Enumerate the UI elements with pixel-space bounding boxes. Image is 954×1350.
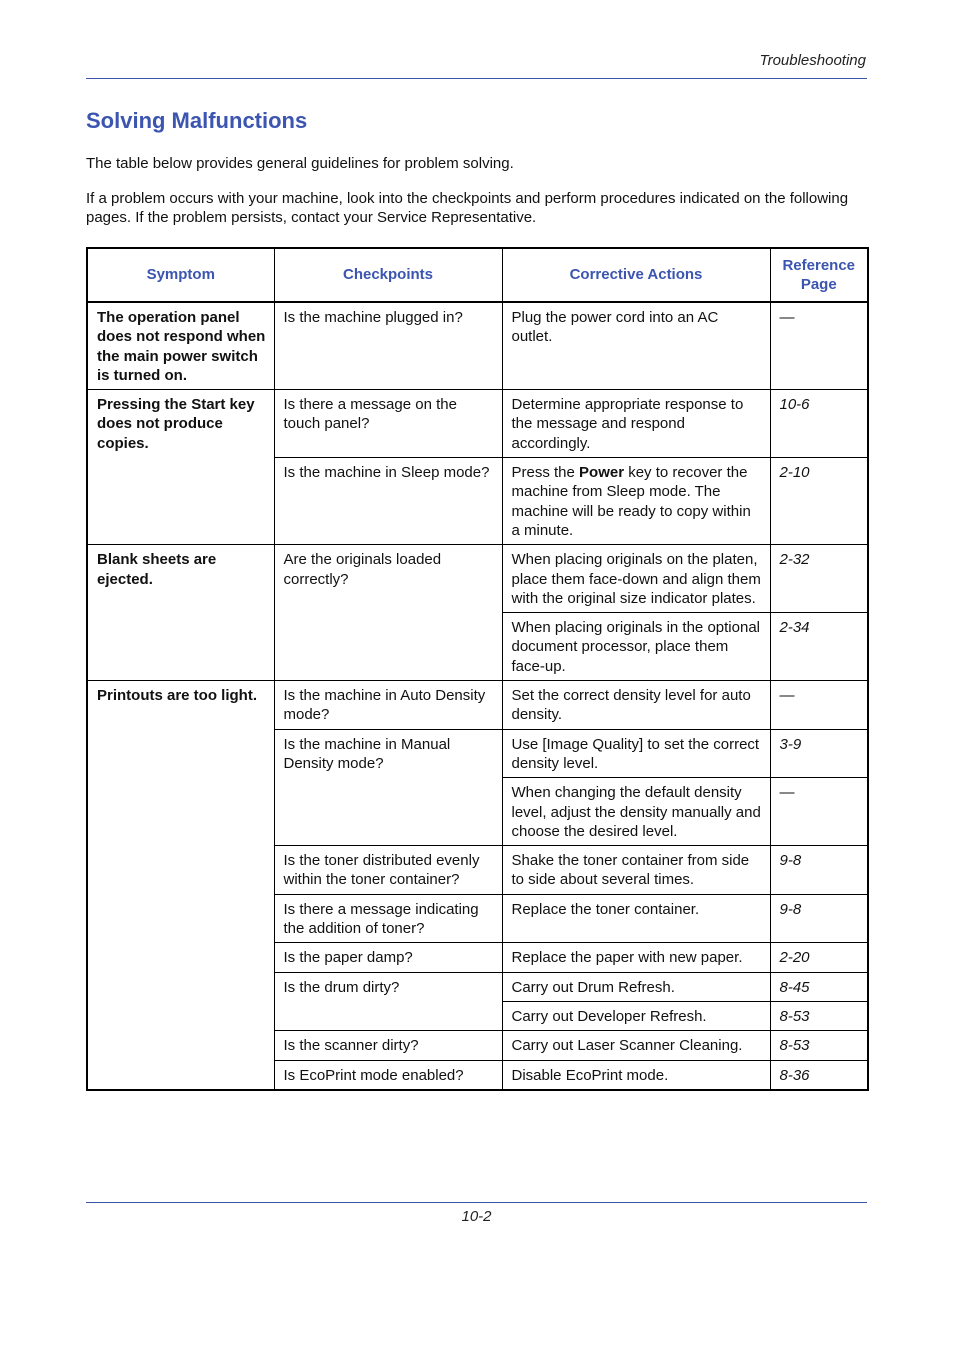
checkpoint-cell: Is the drum dirty?: [274, 972, 502, 1031]
running-header: Troubleshooting: [759, 52, 866, 69]
checkpoint-cell: Is the machine in Sleep mode?: [274, 458, 502, 545]
checkpoint-cell: Is there a message on the touch panel?: [274, 390, 502, 458]
symptom-cell: The operation panel does not respond when the main power switch is turned on.: [87, 302, 274, 390]
table-row: [87, 681, 868, 730]
table-header-row: [87, 248, 868, 302]
symptom-cell: Blank sheets are ejected.: [87, 545, 274, 681]
reference-cell: —: [770, 302, 868, 390]
action-text: Press the: [511, 464, 580, 482]
action-cell: Determine appropriate response to the message and respond accordingly.: [502, 390, 770, 458]
checkpoint-cell: Is EcoPrint mode enabled?: [274, 1060, 502, 1090]
action-cell: Plug the power cord into an AC outlet.: [502, 302, 770, 390]
reference-cell: 9-8: [770, 846, 868, 895]
intro-paragraph: The table below provides general guidelines for problem solving.: [86, 155, 514, 172]
action-cell: When placing originals on the platen, place them face-down and align them with the original size indicator plates.: [502, 545, 770, 613]
action-cell: Set the correct density level for auto density.: [502, 681, 770, 730]
column-header-checkpoints: Checkpoints: [274, 248, 502, 302]
action-cell: When placing originals in the optional document processor, place them face-up.: [502, 613, 770, 681]
action-text: key to recover the machine from Sleep mode. The machine will be ready to copy within a minute.: [511, 464, 751, 539]
action-cell: When changing the default density level, adjust the density manually and choose the desired level.: [502, 778, 770, 846]
page-number: 10-2: [461, 1208, 492, 1225]
action-cell: Shake the toner container from side to side about several times.: [502, 846, 770, 895]
checkpoint-cell: Is there a message indicating the addition of toner?: [274, 894, 502, 943]
reference-cell: —: [770, 681, 868, 730]
column-header-symptom: Symptom: [87, 248, 274, 302]
table-row: [87, 302, 868, 390]
instructions-paragraph: If a problem occurs with your machine, look into the checkpoints and perform procedures indicated on the following pages. If the problem persists, contact your Service Representative.: [86, 190, 849, 226]
footer-rule: [86, 1202, 867, 1203]
checkpoint-cell: Is the paper damp?: [274, 943, 502, 972]
reference-cell: 8-53: [770, 1001, 868, 1030]
action-cell: Carry out Developer Refresh.: [502, 1001, 770, 1030]
checkpoint-cell: Is the toner distributed evenly within the toner container?: [274, 846, 502, 895]
column-header-reference-page: Reference Page: [770, 248, 868, 302]
reference-cell: —: [770, 778, 868, 846]
checkpoint-cell: Is the machine in Manual Density mode?: [274, 729, 502, 845]
reference-cell: 8-53: [770, 1031, 868, 1060]
checkpoint-cell: Is the scanner dirty?: [274, 1031, 502, 1060]
malfunction-table: [86, 247, 869, 1091]
column-header-corrective-actions: Corrective Actions: [502, 248, 770, 302]
action-cell: [502, 458, 770, 545]
reference-cell: 9-8: [770, 894, 868, 943]
reference-cell: 2-32: [770, 545, 868, 613]
reference-cell: 8-45: [770, 972, 868, 1001]
action-cell: Use [Image Quality] to set the correct density level.: [502, 729, 770, 778]
symptom-cell: Pressing the Start key does not produce copies.: [87, 390, 274, 545]
header-rule: [86, 78, 867, 79]
reference-cell: 10-6: [770, 390, 868, 458]
reference-cell: 3-9: [770, 729, 868, 778]
symptom-cell: Printouts are too light.: [87, 681, 274, 1090]
action-cell: Carry out Drum Refresh.: [502, 972, 770, 1001]
reference-cell: 2-10: [770, 458, 868, 545]
checkpoint-cell: Is the machine plugged in?: [274, 302, 502, 390]
action-cell: Replace the toner container.: [502, 894, 770, 943]
table-row: [87, 390, 868, 458]
action-cell: Carry out Laser Scanner Cleaning.: [502, 1031, 770, 1060]
reference-cell: 8-36: [770, 1060, 868, 1090]
reference-cell: 2-20: [770, 943, 868, 972]
table-row: [87, 545, 868, 613]
checkpoint-cell: Are the originals loaded correctly?: [274, 545, 502, 681]
reference-cell: 2-34: [770, 613, 868, 681]
action-cell: Disable EcoPrint mode.: [502, 1060, 770, 1090]
power-key-label: Power: [579, 464, 625, 482]
page-title: Solving Malfunctions: [86, 108, 308, 133]
action-cell: Replace the paper with new paper.: [502, 943, 770, 972]
checkpoint-cell: Is the machine in Auto Density mode?: [274, 681, 502, 730]
